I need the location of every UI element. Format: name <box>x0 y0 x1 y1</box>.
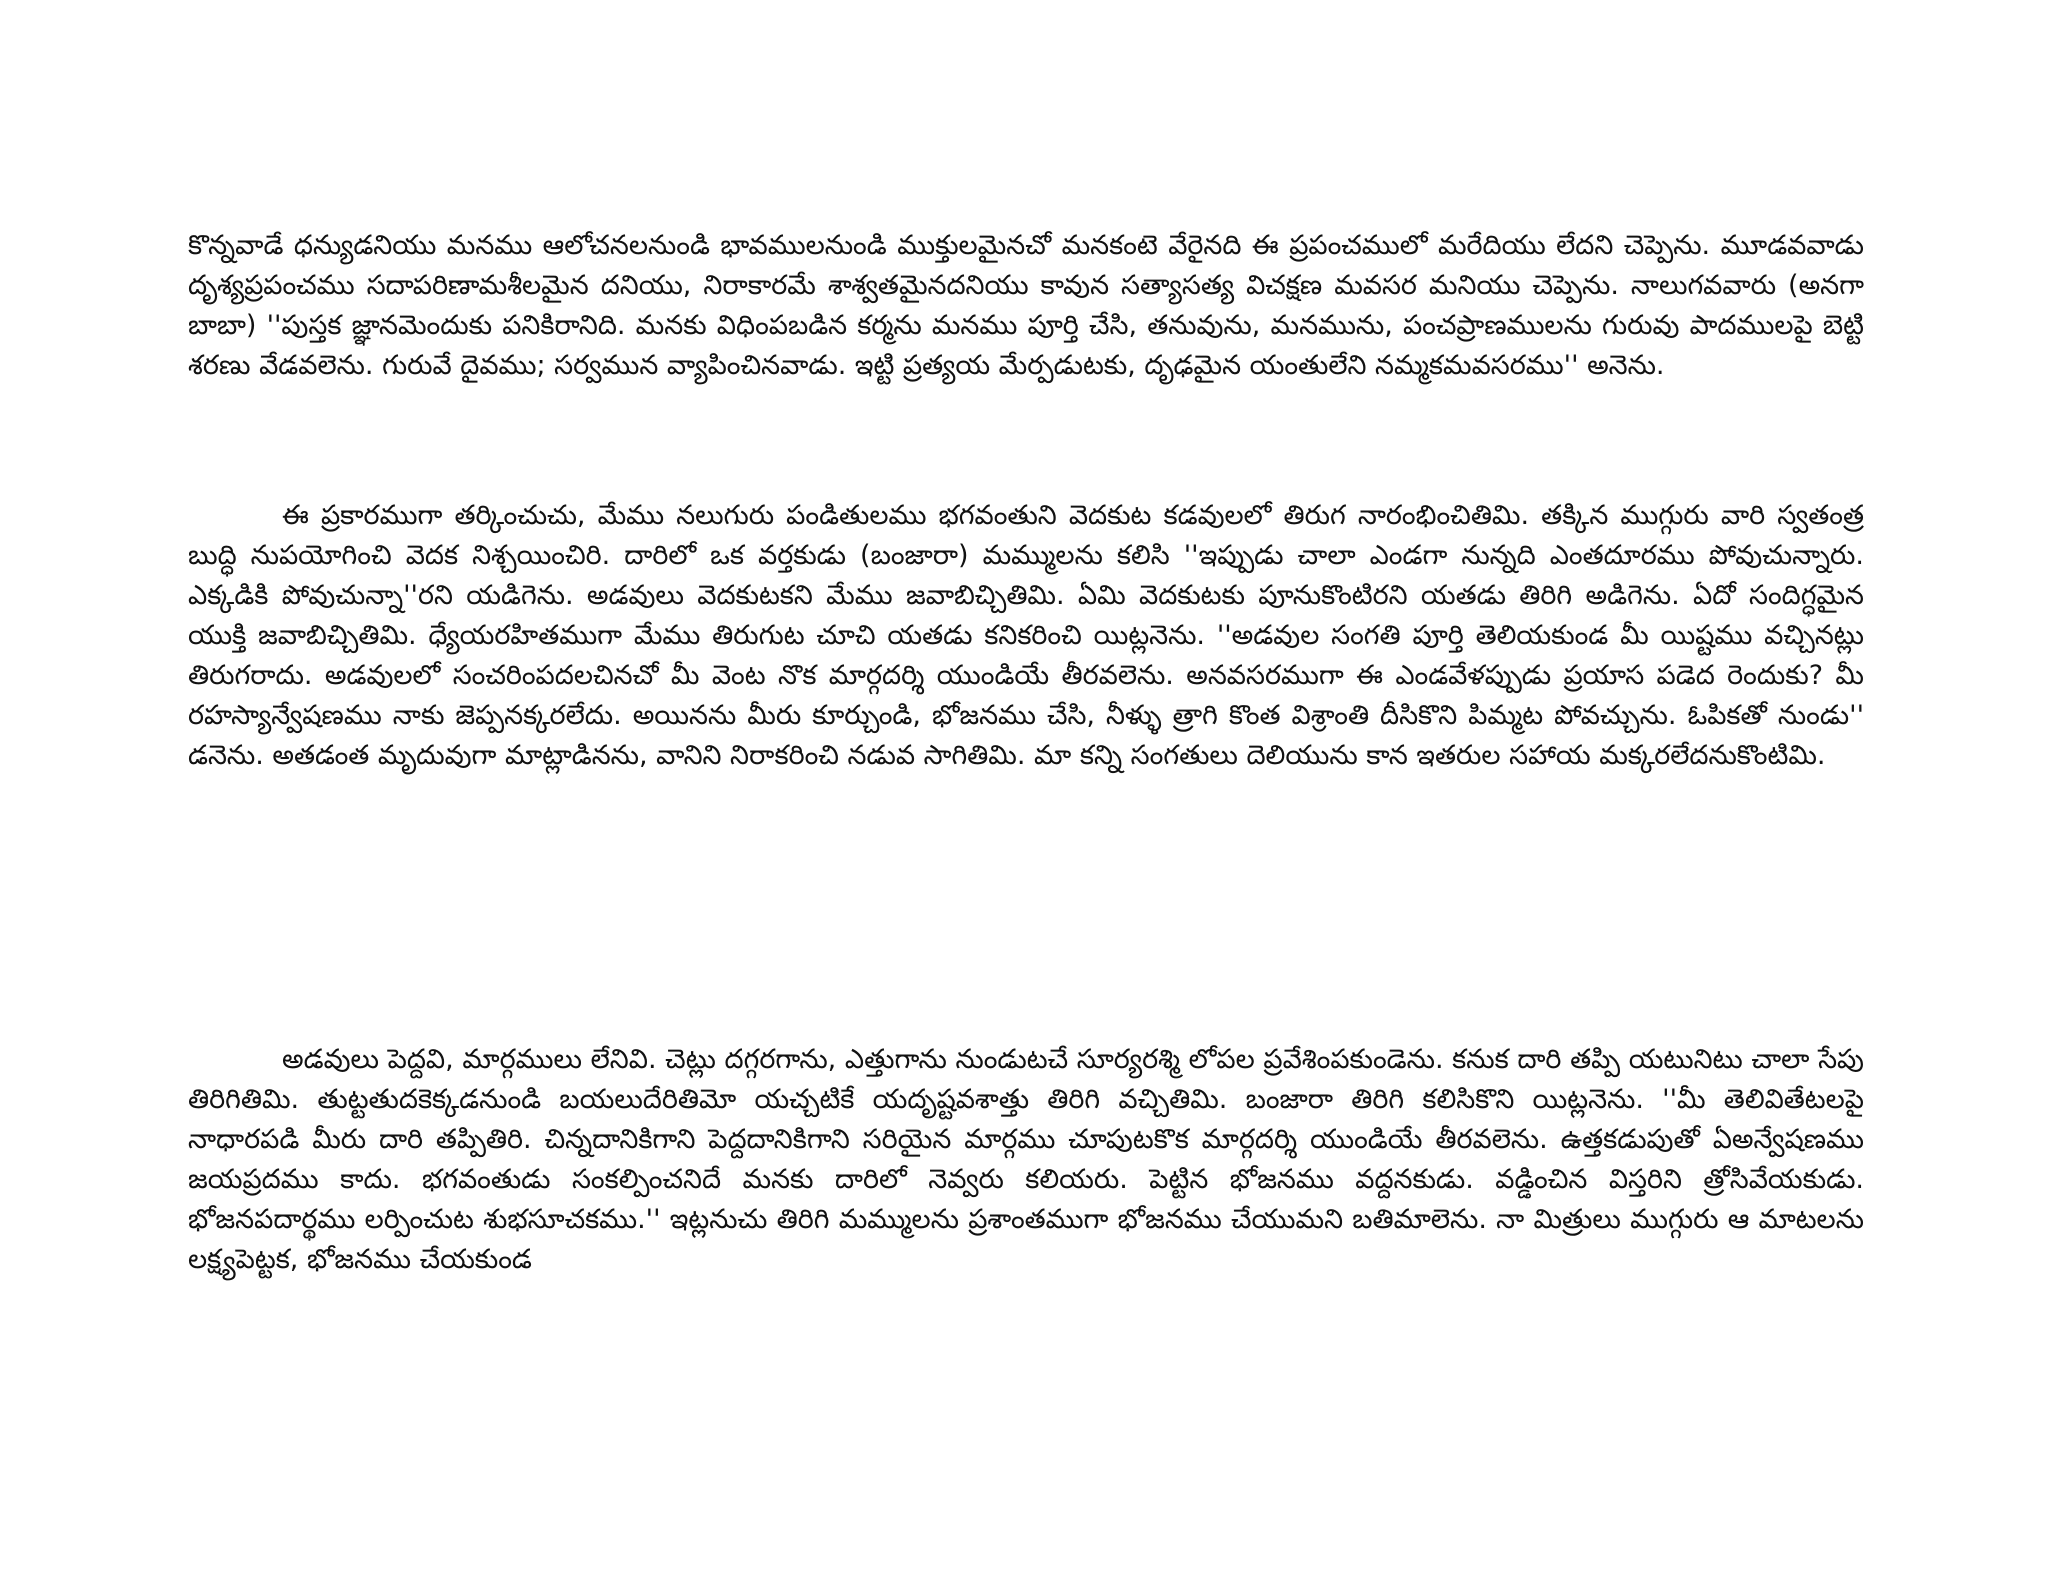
paragraph-2: ఈ ప్రకారముగా తర్కించుచు, మేము నలుగురు పండితులము భగవంతుని వెదకుట కడవులలో తిరుగ నారంభించితిమి. తక్కిన ముగ్గురు వారి స్వతంత్ర బుద్ధి నుపయోగించి వెదక నిశ్చయించిరి. దారిలో ఒక వర్తకుడు (బంజారా) మమ్ములను కలిసి ''ఇప్పుడు చాలా ఎండగా నున్నది ఎంతదూరము పోవుచున్నారు. ఎక్కడికి పోవుచున్నా''రని యడిగెను. అడవులు వెదకుటకని మేము జవాబిచ్చితిమి. ఏమి వెదకుటకు పూనుకొంటిరని యతడు తిరిగి అడిగెను. ఏదో సందిగ్ధమైన యుక్తి జవాబిచ్చితిమి. ధ్యేయరహితముగా మేము తిరుగుట చూచి యతడు కనికరించి యిట్లనెను. ''అడవుల సంగతి పూర్తి తెలియకుండ మీ యిష్టము వచ్చినట్లు తిరుగరాదు. అడవులలో సంచరింపదలచినచో మీ వెంట నొక మార్గదర్శి యుండియే తీరవలెను. అనవసరముగా ఈ ఎండవేళప్పుడు ప్రయాస పడెద రెందుకు? మీ రహస్యాన్వేషణము నాకు జెప్పనక్కరలేదు. అయినను మీరు కూర్చుండి, భోజనము చేసి, నీళ్ళు త్రాగి కొంత విశ్రాంతి దీసికొని పిమ్మట పోవచ్చును. ఓపికతో నుండు'' డనెను. అతడంత మృదువుగా మాట్లాడినను, వానిని నిరాకరించి నడువ సాగితిమి. మా కన్ని సంగతులు దెలియును కాన ఇతరుల సహాయ మక్కరలేదనుకొంటిమి. <box>188 500 1864 771</box>
paragraph-3: అడవులు పెద్దవి, మార్గములు లేనివి. చెట్లు దగ్గరగాను, ఎత్తుగాను నుండుటచే సూర్యరశ్మి లోపల ప్రవేశింపకుండెను. కనుక దారి తప్పి యటునిటు చాలా సేపు తిరిగితిమి. తుట్టతుదకెక్కడనుండి బయలుదేరితిమో యచ్చటికే యదృష్టవశాత్తు తిరిగి వచ్చితిమి. బంజారా తిరిగి కలిసికొని యిట్లనెను. ''మీ తెలివితేటలపై నాధారపడి మీరు దారి తప్పితిరి. చిన్నదానికిగాని పెద్దదానికిగాని సరియైన మార్గము చూపుటకొక మార్గదర్శి యుండియే తీరవలెను. ఉత్తకడుపుతో ఏఅన్వేషణము జయప్రదము కాదు. భగవంతుడు సంకల్పించనిదే మనకు దారిలో నెవ్వరు కలియరు. పెట్టిన భోజనము వద్దనకుడు. వడ్డించిన విస్తరిని త్రోసివేయకుడు. భోజనపదార్థము లర్పించుట శుభసూచకము.'' ఇట్లనుచు తిరిగి మమ్ములను ప్రశాంతముగా భోజనము చేయుమని బతిమాలెను. నా మిత్రులు ముగ్గురు ఆ మాటలను లక్ష్యపెట్టక, భోజనము చేయకుండ <box>188 1044 1864 1275</box>
paragraph-1: కొన్నవాడే ధన్యుడనియు మనము ఆలోచనలనుండి భావములనుండి ముక్తులమైనచో మనకంటె వేరైనది ఈ ప్రపంచములో మరేదియు లేదని చెప్పెను. మూడవవాడు దృశ్యప్రపంచము సదాపరిణామశీలమైన దనియు, నిరాకారమే శాశ్వతమైనదనియు కావున సత్యాసత్య విచక్షణ మవసర మనియు చెప్పెను. నాలుగవవారు (అనగా బాబా) ''పుస్తక జ్ఞానమెందుకు పనికిరానిది. మనకు విధింపబడిన కర్మను మనము పూర్తి చేసి, తనువును, మనమును, పంచప్రాణములను గురువు పాదములపై బెట్టి శరణు వేడవలెను. గురువే దైవము; సర్వమున వ్యాపించినవాడు. ఇట్టి ప్రత్యయ మేర్పడుటకు, దృఢమైన యంతులేని నమ్మకమవసరము'' అనెను. <box>188 230 1864 381</box>
